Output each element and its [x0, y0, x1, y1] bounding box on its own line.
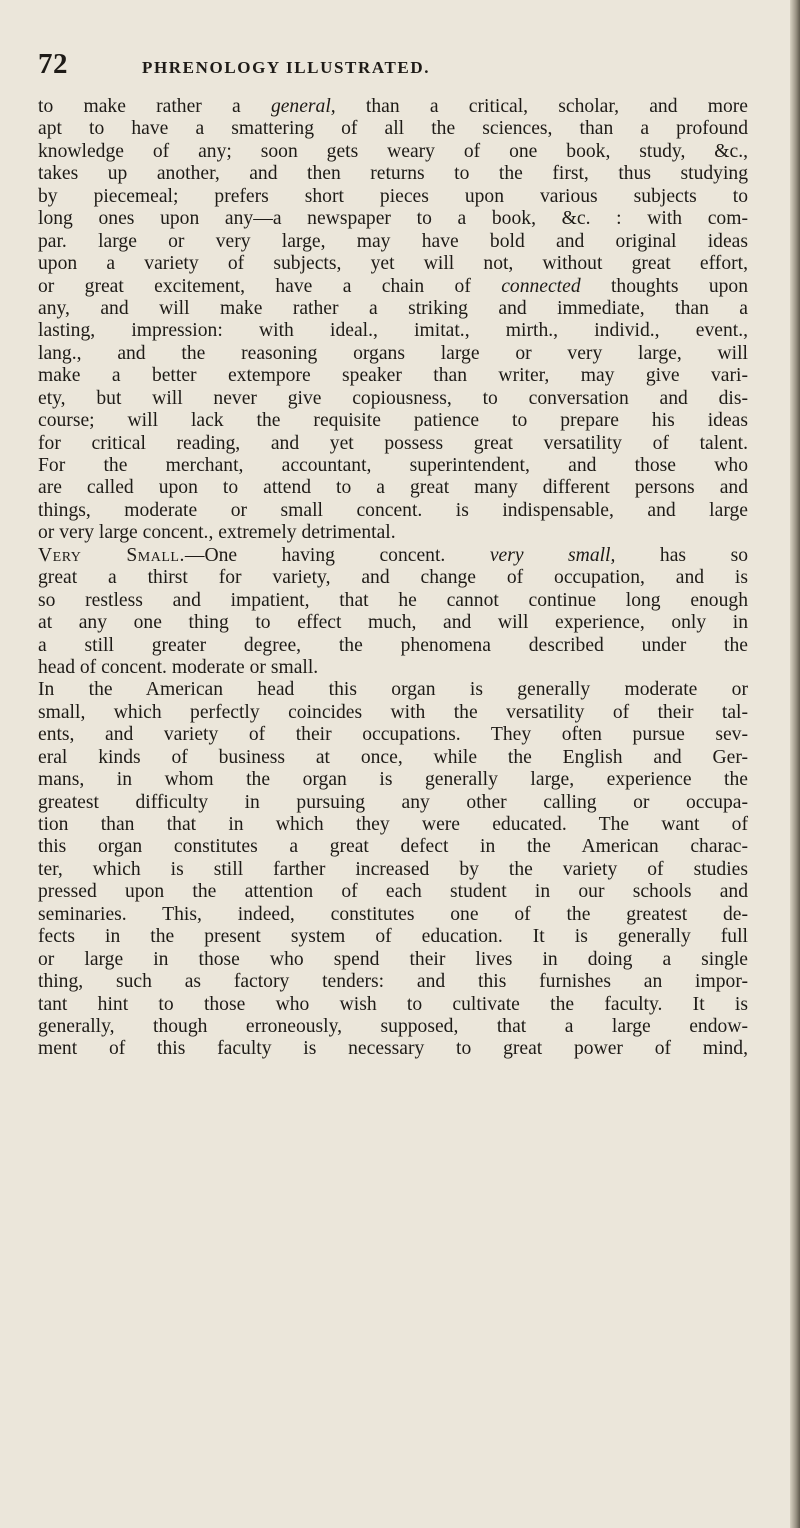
text-line	[38, 186, 790, 208]
text-line	[38, 231, 790, 253]
text-line	[38, 994, 790, 1016]
text-segment: greatest difficulty in pursuing any other calling or occupa-	[38, 791, 748, 813]
text-segment: tion than that in which they were educated. The want of	[38, 814, 748, 835]
text-line	[38, 163, 790, 185]
text-line	[38, 836, 790, 858]
book-gutter-shadow	[790, 0, 800, 1528]
text-line	[38, 388, 790, 410]
text-segment: by piecemeal; prefers short pieces upon various subjects to	[38, 185, 748, 207]
text-line	[38, 590, 790, 612]
text-line	[38, 926, 790, 948]
text-line	[38, 679, 790, 701]
text-segment: par. large or very large, may have bold and original ideas	[38, 230, 748, 252]
text-segment: for critical reading, and yet possess great versatility of talent.	[38, 432, 748, 454]
text-segment: tant hint to those who wish to cultivate the faculty. It is	[38, 993, 748, 1015]
text-segment: —One having concent.	[184, 544, 490, 566]
text-segment: ment of this faculty is necessary to great power of mind,	[38, 1038, 748, 1060]
text-segment: things, moderate or small concent. is indispensable, and large	[38, 499, 748, 521]
text-line	[38, 96, 790, 118]
text-line	[38, 365, 790, 387]
text-line	[38, 635, 790, 657]
text-segment: upon a variety of subjects, yet will not, without great effort,	[38, 253, 748, 275]
text-segment: ents, and variety of their occupations. They often pursue sev-	[38, 724, 748, 746]
text-segment: a still greater degree, the phenomena described under the	[38, 634, 748, 656]
section-heading: Very Small.	[38, 544, 185, 566]
italic-text: connected	[501, 275, 581, 297]
text-line	[38, 545, 790, 567]
text-segment: or very large concent., extremely detrimental.	[38, 522, 396, 544]
text-line	[38, 522, 790, 544]
text-segment: takes up another, and then returns to the first, thus studying	[38, 163, 748, 185]
running-head: PHRENOLOGY ILLUSTRATED.	[142, 58, 431, 77]
text-line	[38, 792, 790, 814]
text-line	[38, 433, 790, 455]
text-segment: apt to have a smattering of all the sciences, than a profound	[38, 118, 748, 140]
text-segment: In the American head this organ is generally moderate or	[38, 679, 748, 701]
text-segment: fects in the present system of education. It is generally full	[38, 926, 748, 948]
text-line	[38, 814, 790, 836]
text-segment: long ones upon any—a newspaper to a book, &c. : with com-	[38, 208, 748, 230]
text-line	[38, 500, 790, 522]
text-segment: ter, which is still farther increased by the variety of studies	[38, 858, 748, 880]
text-segment: For the merchant, accountant, superintendent, and those who	[38, 455, 748, 476]
text-segment: course; will lack the requisite patience to prepare his ideas	[38, 410, 748, 432]
text-line	[38, 298, 790, 320]
text-segment: or large in those who spend their lives in doing a single	[38, 948, 748, 970]
text-line	[38, 904, 790, 926]
text-segment: make a better extempore speaker than writer, may give vari-	[38, 365, 748, 387]
text-line	[38, 702, 790, 724]
italic-text: very small,	[489, 544, 616, 566]
text-segment: so restless and impatient, that he cannot continue long enough	[38, 589, 748, 611]
text-line	[38, 971, 790, 993]
text-line	[38, 1016, 790, 1038]
text-segment: knowledge of any; soon gets weary of one book, study, &c.,	[38, 140, 748, 162]
body-text	[38, 96, 790, 1061]
text-line	[38, 657, 790, 679]
text-segment: pressed upon the attention of each student in our schools and	[38, 881, 748, 903]
text-segment: any, and will make rather a striking and immediate, than a	[38, 297, 748, 319]
text-segment: seminaries. This, indeed, constitutes one of the greatest de-	[38, 903, 748, 925]
text-line	[38, 1038, 790, 1060]
text-segment: eral kinds of business at once, while the English and Ger-	[38, 746, 748, 768]
text-line	[38, 118, 790, 140]
text-segment: mans, in whom the organ is generally large, experience the	[38, 769, 748, 791]
text-line	[38, 410, 790, 432]
text-segment: head of concent. moderate or small.	[38, 656, 319, 678]
text-line	[38, 477, 790, 499]
text-line	[38, 141, 790, 163]
text-line	[38, 253, 790, 275]
text-segment: has so	[615, 544, 748, 566]
text-line	[38, 567, 790, 589]
text-line	[38, 455, 790, 477]
text-segment: thoughts upon	[580, 275, 749, 297]
text-segment: generally, though erroneously, supposed, that a large endow-	[38, 1015, 748, 1037]
text-segment: thing, such as factory tenders: and this furnishes an impor-	[38, 971, 748, 993]
text-segment: this organ constitutes a great defect in the American charac-	[38, 836, 748, 858]
text-segment: small, which perfectly coincides with the versatility of their tal-	[38, 701, 748, 723]
text-segment: great a thirst for variety, and change of occupation, and is	[38, 567, 748, 589]
text-segment: lang., and the reasoning organs large or very large, will	[38, 342, 748, 364]
text-line	[38, 859, 790, 881]
text-segment: or great excitement, have a chain of	[38, 275, 502, 297]
text-line	[38, 208, 790, 230]
text-segment: are called upon to attend to a great many different persons and	[38, 477, 748, 499]
text-line	[38, 747, 790, 769]
text-segment: to make rather a	[38, 96, 271, 117]
text-segment: ety, but will never give copiousness, to conversation and dis-	[38, 387, 748, 409]
text-segment: lasting, impression: with ideal., imitat., mirth., individ., event.,	[38, 320, 748, 342]
text-line	[38, 612, 790, 634]
text-line	[38, 881, 790, 903]
italic-text: general,	[270, 96, 336, 117]
text-line	[38, 320, 790, 342]
text-line	[38, 949, 790, 971]
text-line	[38, 724, 790, 746]
text-segment: than a critical, scholar, and more	[335, 96, 748, 117]
page-number: 72	[38, 48, 68, 80]
text-line	[38, 276, 790, 298]
text-line	[38, 343, 790, 365]
text-line	[38, 769, 790, 791]
text-segment: at any one thing to effect much, and will experience, only in	[38, 612, 748, 634]
page-header	[38, 48, 758, 84]
